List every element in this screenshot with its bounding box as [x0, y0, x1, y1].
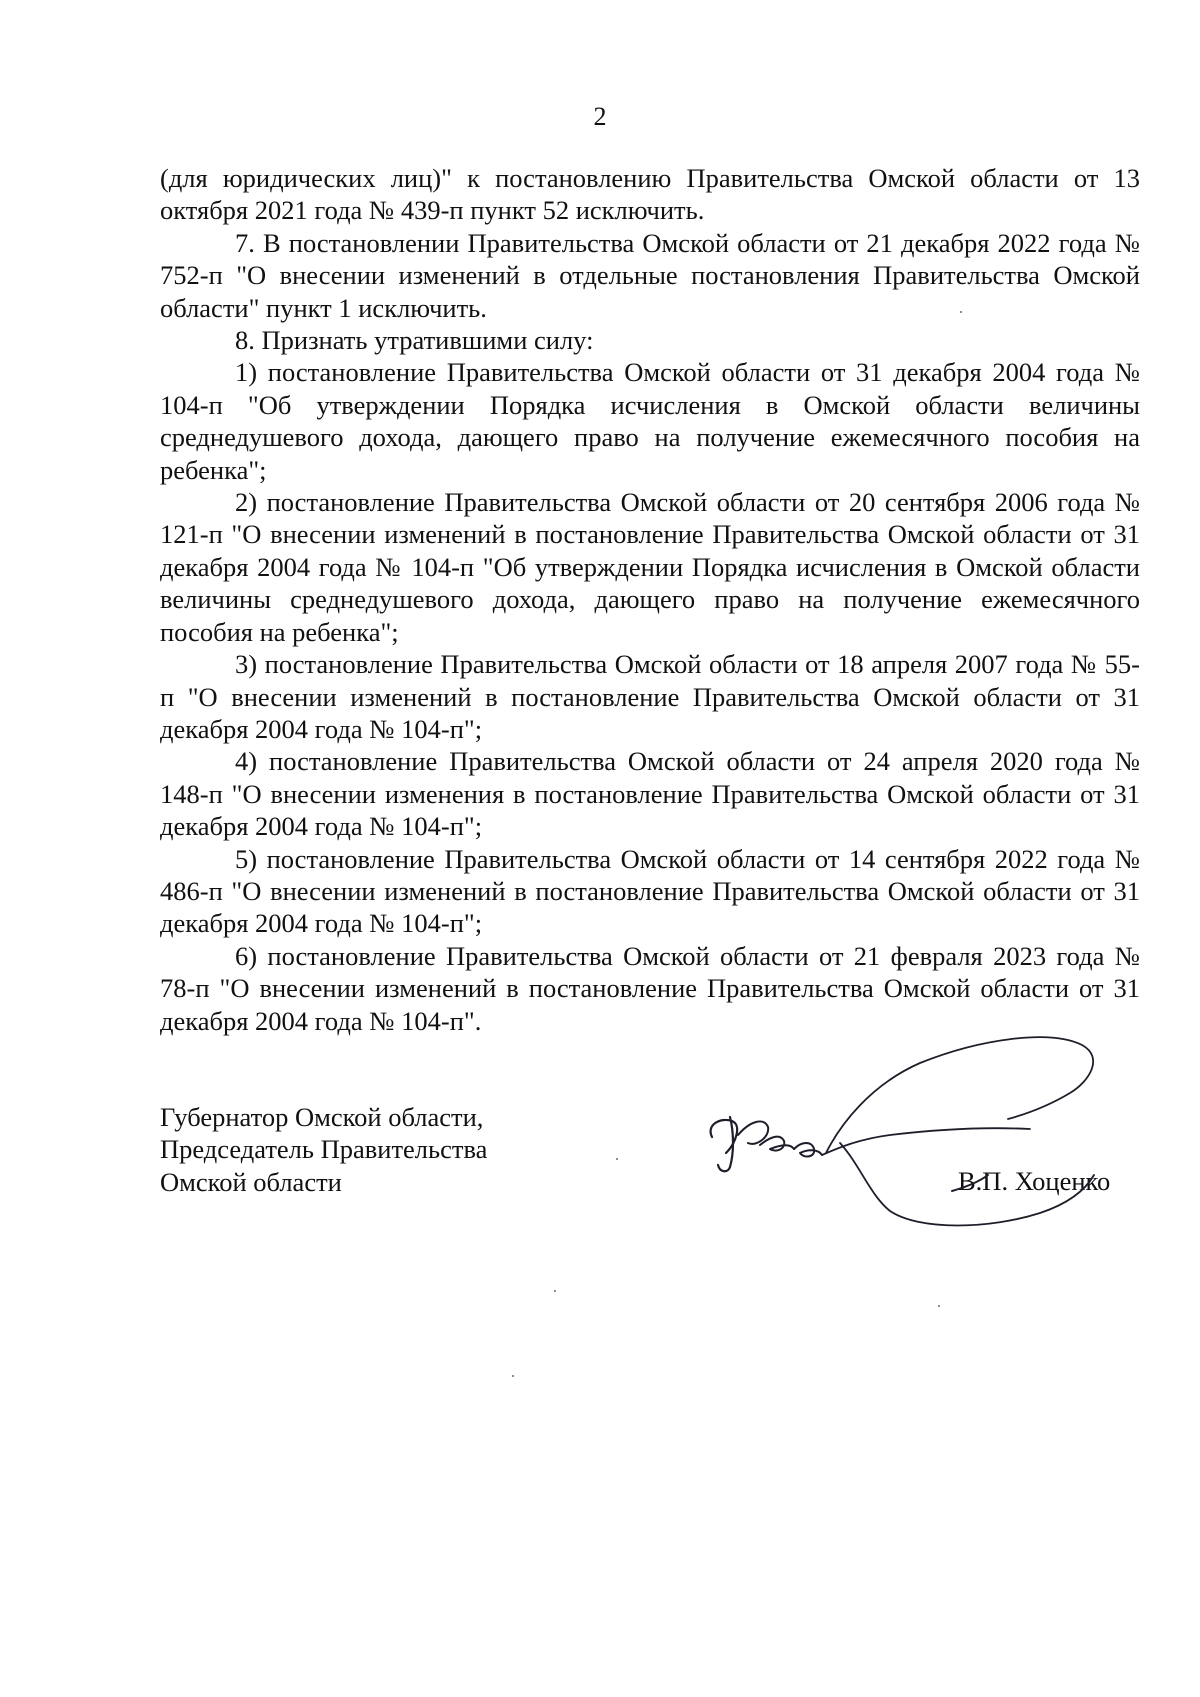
subitem-5: 5) постановление Правительства Омской области от 14 сентября 2022 года № 486-п "О внесении изменений в постановление Правительства Омской области от 31 декабря 2004 года № 104-п"; — [160, 843, 1140, 939]
paragraph-item-7: 7. В постановлении Правительства Омской области от 21 декабря 2022 года № 752-п "О внесении изменений в отдельные постановления Правительства Омской области" пункт 1 исключить. — [160, 227, 1140, 323]
scan-speck — [554, 1290, 556, 1292]
scan-speck — [938, 1305, 940, 1307]
handwritten-signature — [690, 1025, 1110, 1240]
subitem-3: 3) постановление Правительства Омской области от 18 апреля 2007 года № 55-п "О внесении изменений в постановление Правительства Омской области от 31 декабря 2004 года № 104-п"; — [160, 649, 1140, 744]
paragraph-item-8: 8. Признать утратившими силу: — [235, 325, 594, 356]
signatory-title-line-1: Губернатор Омской области, — [160, 1102, 484, 1132]
scan-speck — [616, 1158, 618, 1160]
document-body — [160, 162, 1140, 1037]
scan-speck — [960, 311, 962, 313]
subitem-1: 1) постановление Правительства Омской области от 31 декабря 2004 года № 104-п "Об утверждении Порядка исчисления в Омской области величины среднедушевого дохода, дающего право на получение ежемесячного пособия на ребенка"; — [160, 357, 1140, 485]
subitem-2: 2) постановление Правительства Омской области от 20 сентября 2006 года № 121-п "О внесении изменений в постановление Правительства Омской области от 31 декабря 2004 года № 104-п "Об утверждении Порядка исчисления в Омской области величины среднедушевого дохода, дающего право на получение ежемесячного пособия на ребенка"; — [160, 487, 1140, 647]
subitem-4: 4) постановление Правительства Омской области от 24 апреля 2020 года № 148-п "О внесении изменения в постановление Правительства Омской области от 31 декабря 2004 года № 104-п"; — [160, 746, 1140, 842]
signatory-title-line-2: Председатель Правительства — [160, 1134, 488, 1165]
scan-speck — [512, 1375, 514, 1377]
signatory-position — [160, 1101, 580, 1198]
signatory-name: В.П. Хоценко — [958, 1166, 1111, 1196]
subitem-6: 6) постановление Правительства Омской области от 21 февраля 2023 года № 78-п "О внесении изменений в постановление Правительства Омской области от 31 декабря 2004 года № 104-п". — [160, 940, 1140, 1036]
signatory-title-line-3: Омской области — [160, 1166, 342, 1197]
paragraph-continuation: (для юридических лиц)" к постановлению Правительства Омской области от 13 октября 2021 года № 439-п пункт 52 исключить. — [160, 163, 1140, 226]
page-number: 2 — [593, 102, 607, 131]
